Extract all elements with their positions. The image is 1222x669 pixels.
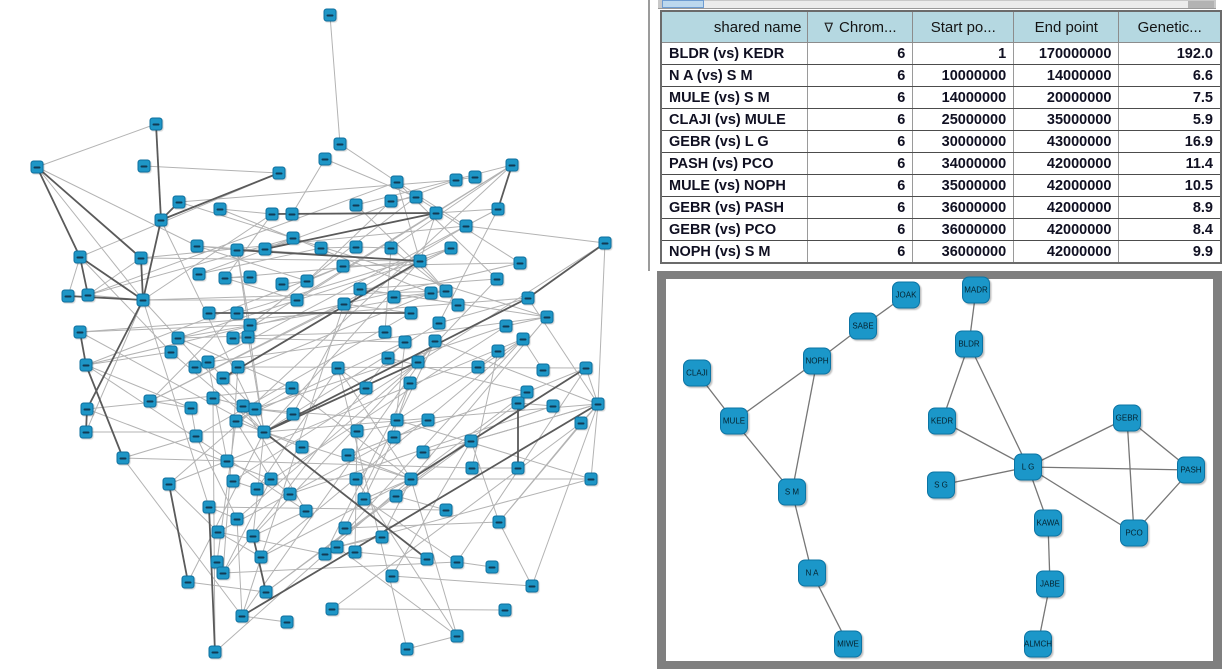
- network-node[interactable]: [338, 298, 351, 311]
- table-cell[interactable]: 6: [808, 43, 913, 65]
- table-cell[interactable]: 5.9: [1119, 109, 1221, 131]
- network-edge: [792, 361, 817, 492]
- network-node[interactable]: [247, 530, 260, 543]
- network-node[interactable]: [74, 326, 87, 339]
- scrollbar-track[interactable]: [704, 1, 1188, 8]
- table-cell[interactable]: 25000000: [913, 109, 1014, 131]
- network-node-n-a[interactable]: N A: [798, 560, 826, 587]
- network-edge: [499, 522, 532, 586]
- panel-divider: [648, 0, 650, 271]
- network-edge: [340, 144, 397, 182]
- network-node[interactable]: [412, 356, 425, 369]
- table-cell[interactable]: 14000000: [913, 87, 1014, 109]
- table-cell[interactable]: 16.9: [1119, 131, 1221, 153]
- network-edge: [528, 298, 598, 404]
- network-node[interactable]: [451, 556, 464, 569]
- table-cell[interactable]: 14000000: [1014, 65, 1119, 87]
- network-node[interactable]: [301, 275, 314, 288]
- network-node[interactable]: [332, 362, 345, 375]
- network-node[interactable]: [193, 268, 206, 281]
- table-row[interactable]: [661, 175, 1221, 197]
- table-row[interactable]: [661, 109, 1221, 131]
- network-node[interactable]: [460, 220, 473, 233]
- table-cell[interactable]: 170000000: [1014, 43, 1119, 65]
- network-edge: [37, 167, 143, 300]
- network-node[interactable]: [386, 570, 399, 583]
- network-node[interactable]: [315, 242, 328, 255]
- scrollbar-thumb[interactable]: [662, 0, 704, 8]
- network-node[interactable]: [385, 242, 398, 255]
- network-node[interactable]: [491, 273, 504, 286]
- network-node[interactable]: [421, 553, 434, 566]
- network-edge: [37, 167, 141, 258]
- column-header-label: Start po...: [930, 18, 996, 36]
- network-node[interactable]: [137, 294, 150, 307]
- network-node[interactable]: [202, 356, 215, 369]
- column-header-label: shared name: [713, 18, 802, 36]
- table-row[interactable]: [661, 153, 1221, 175]
- network-node[interactable]: [451, 630, 464, 643]
- table-row[interactable]: [661, 87, 1221, 109]
- small-network-canvas: [666, 279, 1213, 661]
- network-node[interactable]: [203, 501, 216, 514]
- table-cell[interactable]: 1: [913, 43, 1014, 65]
- network-node[interactable]: [287, 232, 300, 245]
- network-node[interactable]: [231, 244, 244, 257]
- network-node-jabe[interactable]: JABE: [1036, 571, 1064, 598]
- table-cell[interactable]: 34000000: [913, 153, 1014, 175]
- network-node[interactable]: [430, 207, 443, 220]
- network-node[interactable]: [221, 455, 234, 468]
- network-node[interactable]: [376, 531, 389, 544]
- network-node[interactable]: [337, 260, 350, 273]
- network-node[interactable]: [236, 610, 249, 623]
- network-node[interactable]: [173, 196, 186, 209]
- table-cell[interactable]: MULE (vs) S M: [661, 87, 808, 109]
- network-node[interactable]: [391, 176, 404, 189]
- network-node-bldr[interactable]: BLDR: [955, 331, 983, 358]
- network-node[interactable]: [286, 382, 299, 395]
- column-header-2[interactable]: [913, 11, 1014, 43]
- network-edge: [80, 257, 171, 352]
- table-cell[interactable]: 11.4: [1119, 153, 1221, 175]
- network-node[interactable]: [227, 475, 240, 488]
- network-node-s-m[interactable]: S M: [778, 479, 806, 506]
- network-node[interactable]: [185, 402, 198, 415]
- network-node[interactable]: [190, 430, 203, 443]
- network-node[interactable]: [214, 203, 227, 216]
- network-node[interactable]: [339, 522, 352, 535]
- network-node[interactable]: [232, 361, 245, 374]
- network-node[interactable]: [342, 449, 355, 462]
- network-edge: [532, 404, 598, 586]
- network-node[interactable]: [281, 616, 294, 629]
- network-node[interactable]: [350, 199, 363, 212]
- network-node[interactable]: [401, 643, 414, 656]
- network-node[interactable]: [388, 431, 401, 444]
- network-node-l-g[interactable]: L G: [1014, 454, 1042, 481]
- network-node[interactable]: [575, 417, 588, 430]
- network-edge: [123, 458, 242, 616]
- network-node-pco[interactable]: PCO: [1120, 520, 1148, 547]
- table-cell[interactable]: 8.4: [1119, 219, 1221, 241]
- network-node[interactable]: [244, 271, 257, 284]
- network-node[interactable]: [172, 332, 185, 345]
- attribute-table: [660, 10, 1222, 264]
- network-node[interactable]: [31, 161, 44, 174]
- network-node[interactable]: [433, 317, 446, 330]
- table-cell[interactable]: GEBR (vs) L G: [661, 131, 808, 153]
- horizontal-scrollbar[interactable]: [658, 0, 1216, 9]
- network-node[interactable]: [429, 335, 442, 348]
- table-cell[interactable]: 8.9: [1119, 197, 1221, 219]
- network-node[interactable]: [117, 452, 130, 465]
- table-cell[interactable]: 6: [808, 219, 913, 241]
- network-edge: [528, 243, 605, 298]
- network-edge: [435, 341, 598, 404]
- table-cell[interactable]: 43000000: [1014, 131, 1119, 153]
- column-header-0[interactable]: [661, 11, 808, 43]
- column-header-4[interactable]: [1119, 11, 1221, 43]
- network-node[interactable]: [135, 252, 148, 265]
- network-node[interactable]: [360, 382, 373, 395]
- table-cell[interactable]: 36000000: [913, 241, 1014, 264]
- network-node[interactable]: [150, 118, 163, 131]
- table-cell[interactable]: 6: [808, 87, 913, 109]
- network-node[interactable]: [191, 240, 204, 253]
- network-node[interactable]: [469, 171, 482, 184]
- network-node[interactable]: [258, 426, 271, 439]
- network-node[interactable]: [286, 208, 299, 221]
- table-cell[interactable]: 36000000: [913, 219, 1014, 241]
- table-cell[interactable]: 6: [808, 153, 913, 175]
- network-edge: [1028, 467, 1191, 470]
- table-cell[interactable]: 6.6: [1119, 65, 1221, 87]
- network-node[interactable]: [300, 505, 313, 518]
- network-node[interactable]: [492, 203, 505, 216]
- network-node[interactable]: [425, 287, 438, 300]
- network-node[interactable]: [266, 208, 279, 221]
- network-edge: [123, 436, 196, 458]
- table-cell[interactable]: 35000000: [913, 175, 1014, 197]
- network-edge: [87, 300, 143, 409]
- network-node[interactable]: [230, 415, 243, 428]
- network-node-madr[interactable]: MADR: [962, 277, 990, 304]
- network-node[interactable]: [388, 291, 401, 304]
- network-edge: [591, 404, 598, 479]
- network-node-mule[interactable]: MULE: [720, 408, 748, 435]
- network-node[interactable]: [547, 400, 560, 413]
- network-node[interactable]: [296, 441, 309, 454]
- network-node-kawa[interactable]: KAWA: [1034, 510, 1062, 537]
- table-row[interactable]: [661, 197, 1221, 219]
- network-edge: [253, 536, 266, 592]
- network-edge: [356, 165, 512, 205]
- network-edge: [355, 552, 427, 559]
- network-node[interactable]: [255, 551, 268, 564]
- network-node[interactable]: [465, 435, 478, 448]
- network-node[interactable]: [541, 311, 554, 324]
- network-node[interactable]: [514, 257, 527, 270]
- network-edge: [407, 636, 457, 649]
- table-row[interactable]: [661, 65, 1221, 87]
- network-node[interactable]: [350, 241, 363, 254]
- table-cell[interactable]: 42000000: [1014, 153, 1119, 175]
- network-node[interactable]: [259, 243, 272, 256]
- network-node[interactable]: [592, 398, 605, 411]
- network-node[interactable]: [217, 567, 230, 580]
- network-node[interactable]: [517, 333, 530, 346]
- network-node[interactable]: [450, 174, 463, 187]
- table-row[interactable]: [661, 131, 1221, 153]
- table-cell[interactable]: 42000000: [1014, 197, 1119, 219]
- network-node[interactable]: [326, 603, 339, 616]
- table-cell[interactable]: GEBR (vs) PASH: [661, 197, 808, 219]
- table-cell[interactable]: 35000000: [1014, 109, 1119, 131]
- network-node[interactable]: [80, 426, 93, 439]
- network-edge: [37, 167, 80, 257]
- network-edge: [355, 431, 357, 552]
- table-cell[interactable]: PASH (vs) PCO: [661, 153, 808, 175]
- network-edge: [330, 15, 340, 144]
- network-node[interactable]: [358, 493, 371, 506]
- network-node[interactable]: [273, 167, 286, 180]
- network-node[interactable]: [599, 237, 612, 250]
- table-cell[interactable]: 6: [808, 131, 913, 153]
- network-node[interactable]: [203, 307, 216, 320]
- table-cell[interactable]: 6: [808, 175, 913, 197]
- network-node[interactable]: [404, 377, 417, 390]
- network-node-pash[interactable]: PASH: [1177, 457, 1205, 484]
- network-node[interactable]: [512, 462, 525, 475]
- network-node[interactable]: [440, 504, 453, 517]
- network-node[interactable]: [82, 289, 95, 302]
- network-node-gebr[interactable]: GEBR: [1113, 405, 1141, 432]
- table-cell[interactable]: N A (vs) S M: [661, 65, 808, 87]
- network-node[interactable]: [422, 414, 435, 427]
- network-node[interactable]: [62, 290, 75, 303]
- network-node[interactable]: [486, 561, 499, 574]
- network-node[interactable]: [334, 138, 347, 151]
- network-node[interactable]: [138, 160, 151, 173]
- network-node[interactable]: [74, 251, 87, 264]
- table-row[interactable]: [661, 43, 1221, 65]
- network-node[interactable]: [207, 392, 220, 405]
- network-node[interactable]: [492, 345, 505, 358]
- column-header-label: End point: [1034, 18, 1098, 36]
- table-cell[interactable]: 6: [808, 241, 913, 264]
- network-node-sabe[interactable]: SABE: [849, 313, 877, 340]
- network-node-claji[interactable]: CLAJI: [683, 360, 711, 387]
- table-cell[interactable]: 36000000: [913, 197, 1014, 219]
- table-cell[interactable]: CLAJI (vs) MULE: [661, 109, 808, 131]
- network-node[interactable]: [287, 408, 300, 421]
- network-node[interactable]: [351, 425, 364, 438]
- network-node[interactable]: [382, 352, 395, 365]
- network-edge: [143, 214, 272, 300]
- table-cell[interactable]: 6: [808, 109, 913, 131]
- network-node[interactable]: [350, 473, 363, 486]
- column-header-3[interactable]: [1014, 11, 1119, 43]
- network-node[interactable]: [390, 490, 403, 503]
- network-node[interactable]: [537, 364, 550, 377]
- network-edge: [1127, 418, 1134, 533]
- network-edge: [242, 404, 598, 616]
- network-node[interactable]: [182, 576, 195, 589]
- network-node[interactable]: [265, 473, 278, 486]
- network-node[interactable]: [155, 214, 168, 227]
- scrollbar-button[interactable]: [1188, 1, 1214, 8]
- table-row[interactable]: [661, 241, 1221, 264]
- network-node[interactable]: [227, 332, 240, 345]
- column-header-label: Genetic...: [1137, 18, 1202, 36]
- network-node[interactable]: [585, 473, 598, 486]
- network-node[interactable]: [522, 292, 535, 305]
- network-node[interactable]: [231, 307, 244, 320]
- network-node[interactable]: [189, 361, 202, 374]
- network-edge: [598, 243, 605, 404]
- network-node-s-g[interactable]: S G: [927, 472, 955, 499]
- network-node[interactable]: [493, 516, 506, 529]
- network-node-noph[interactable]: NOPH: [803, 348, 831, 375]
- table-cell[interactable]: 6: [808, 65, 913, 87]
- network-node[interactable]: [249, 403, 262, 416]
- table-cell[interactable]: 192.0: [1119, 43, 1221, 65]
- network-node[interactable]: [466, 462, 479, 475]
- network-edge: [392, 576, 532, 586]
- table-cell[interactable]: 10000000: [913, 65, 1014, 87]
- filter-icon[interactable]: ∇: [824, 19, 834, 35]
- network-node[interactable]: [212, 526, 225, 539]
- table-cell[interactable]: 42000000: [1014, 175, 1119, 197]
- table-cell[interactable]: 20000000: [1014, 87, 1119, 109]
- network-node[interactable]: [452, 299, 465, 312]
- network-node[interactable]: [349, 546, 362, 559]
- network-node[interactable]: [405, 307, 418, 320]
- column-header-1[interactable]: [808, 11, 913, 43]
- network-edge: [969, 344, 1028, 467]
- network-node[interactable]: [324, 9, 337, 22]
- network-node[interactable]: [219, 272, 232, 285]
- network-node[interactable]: [217, 372, 230, 385]
- network-node[interactable]: [445, 242, 458, 255]
- table-cell[interactable]: GEBR (vs) PCO: [661, 219, 808, 241]
- network-edge: [237, 519, 242, 616]
- network-edge: [188, 582, 266, 592]
- table-cell[interactable]: 10.5: [1119, 175, 1221, 197]
- table-cell[interactable]: BLDR (vs) KEDR: [661, 43, 808, 65]
- table-row[interactable]: [661, 219, 1221, 241]
- network-node[interactable]: [242, 331, 255, 344]
- network-edge: [144, 166, 279, 173]
- network-node[interactable]: [260, 586, 273, 599]
- network-node[interactable]: [331, 541, 344, 554]
- network-node[interactable]: [506, 159, 519, 172]
- network-edge: [292, 159, 325, 214]
- network-edge: [169, 484, 188, 582]
- table-cell[interactable]: 42000000: [1014, 219, 1119, 241]
- network-node[interactable]: [231, 513, 244, 526]
- network-node-miwe[interactable]: MIWE: [834, 631, 862, 658]
- network-node[interactable]: [291, 294, 304, 307]
- network-node[interactable]: [440, 285, 453, 298]
- network-node[interactable]: [165, 346, 178, 359]
- table-cell[interactable]: 7.5: [1119, 87, 1221, 109]
- network-node[interactable]: [251, 483, 264, 496]
- network-node[interactable]: [410, 191, 423, 204]
- network-node[interactable]: [391, 414, 404, 427]
- network-edge: [332, 609, 505, 610]
- network-node-almch[interactable]: ALMCH: [1024, 631, 1052, 658]
- network-node[interactable]: [417, 446, 430, 459]
- network-node[interactable]: [580, 362, 593, 375]
- network-edge: [209, 507, 446, 510]
- table-cell[interactable]: 6: [808, 197, 913, 219]
- network-node[interactable]: [284, 488, 297, 501]
- network-node[interactable]: [500, 320, 513, 333]
- small-network-panel: [657, 271, 1222, 669]
- network-edge: [220, 209, 272, 214]
- network-node[interactable]: [354, 283, 367, 296]
- table-cell[interactable]: 30000000: [913, 131, 1014, 153]
- table-cell[interactable]: MULE (vs) NOPH: [661, 175, 808, 197]
- network-node[interactable]: [144, 395, 157, 408]
- network-edge: [156, 124, 161, 220]
- network-node[interactable]: [379, 326, 392, 339]
- network-node[interactable]: [399, 336, 412, 349]
- small-network-edges: [666, 279, 1213, 661]
- network-node[interactable]: [512, 397, 525, 410]
- table-header-row: [661, 11, 1221, 43]
- network-node[interactable]: [385, 195, 398, 208]
- network-node[interactable]: [80, 359, 93, 372]
- network-node[interactable]: [499, 604, 512, 617]
- network-node[interactable]: [209, 646, 222, 659]
- table-cell[interactable]: NOPH (vs) S M: [661, 241, 808, 264]
- network-node[interactable]: [472, 361, 485, 374]
- network-edge: [86, 300, 143, 432]
- edge-attribute-table-panel: [658, 0, 1222, 271]
- network-node-kedr[interactable]: KEDR: [928, 408, 956, 435]
- table-cell[interactable]: 9.9: [1119, 241, 1221, 264]
- network-node[interactable]: [276, 278, 289, 291]
- column-header-label: Chrom...: [839, 18, 897, 36]
- network-node-joak[interactable]: JOAK: [892, 282, 920, 309]
- network-node[interactable]: [414, 255, 427, 268]
- network-node[interactable]: [526, 580, 539, 593]
- network-node[interactable]: [405, 473, 418, 486]
- network-node[interactable]: [163, 478, 176, 491]
- network-node[interactable]: [81, 403, 94, 416]
- network-edge: [466, 226, 605, 243]
- network-node[interactable]: [319, 153, 332, 166]
- table-cell[interactable]: 42000000: [1014, 241, 1119, 264]
